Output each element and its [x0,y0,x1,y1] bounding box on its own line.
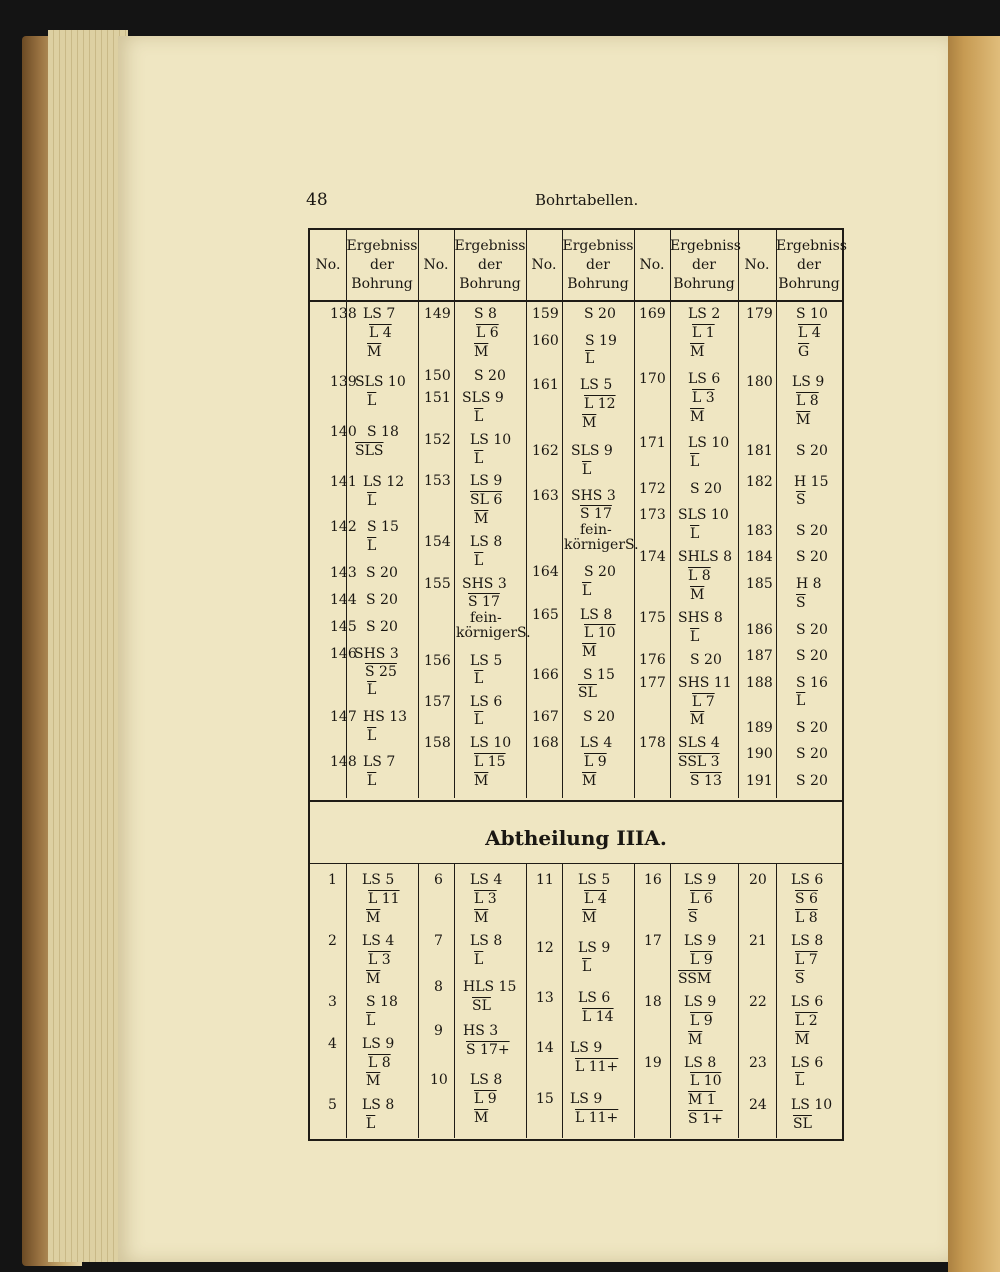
column-divider [454,863,455,1138]
boring-result: S 20 [583,709,615,725]
boring-result: S 17 [468,594,500,610]
right-page-edge [948,36,1000,1272]
boring-number: 23 [749,1055,767,1071]
boring-result: $\overline{M}$ [367,344,382,360]
boring-number: 190 [746,746,773,762]
boring-result: L 7 [692,694,715,710]
boring-number: 177 [639,675,666,691]
boring-result: $\overline{M}$ [690,409,705,425]
boring-result: L 7 [795,952,818,968]
boring-result: LS 8 [791,933,824,949]
boring-number: 147 [330,709,357,725]
boring-result: L 12 [584,396,616,412]
boring-result: $\overline{L}$ [474,451,484,467]
boring-result: LS 10 [688,435,730,451]
boring-number: 19 [644,1055,662,1071]
boring-result: $\overline{L}$ [367,493,377,509]
boring-result: L 3 [692,390,715,406]
boring-number: 142 [330,519,357,535]
boring-result: L 9 [690,952,713,968]
page-number: 48 [306,190,328,210]
boring-number: 10 [430,1072,448,1088]
boring-result: SLS 10 [355,374,406,390]
column-divider [738,230,739,798]
boring-result: H 8 [796,576,822,592]
boring-result: L 11+ [575,1110,619,1126]
boring-number: 176 [639,652,666,668]
boring-number: 171 [639,435,666,451]
boring-result: $\overline{M}$ [366,910,381,926]
boring-number: 143 [330,565,357,581]
boring-result: fein- [470,610,502,626]
boring-number: 11 [536,872,554,888]
boring-result: LS 4 [580,735,613,751]
boring-result: L 9 [474,1091,497,1107]
boring-result: $\overline{SSM}$ [678,971,712,987]
page-stack-edges [48,30,128,1262]
boring-number: 151 [424,390,451,406]
boring-result: S 20 [366,565,398,581]
boring-number: 144 [330,592,357,608]
boring-result: $\overline{L}$ [367,393,377,409]
boring-result: S 15 [367,519,399,535]
boring-result: $\overline{L}$ [582,959,592,975]
boring-result: SHS 3 [462,576,507,592]
boring-number: 166 [532,667,559,683]
boring-result: LS 8 [470,534,503,550]
boring-number: 168 [532,735,559,751]
boring-result: $\overline{L}$ [585,351,595,367]
boring-result: SLS 4 [678,735,720,751]
boring-result: S 20 [584,306,616,322]
boring-result: $\overline{L}$ [366,1116,376,1132]
boring-result: $\overline{M}$ [582,773,597,789]
boring-result: LS 6 [791,994,824,1010]
boring-result: L 11+ [575,1059,619,1075]
boring-result: LS 6 [470,694,503,710]
boring-result: LS 9 [362,1036,395,1052]
boring-number: 156 [424,653,451,669]
boring-result: $\overline{M}$ [582,910,597,926]
boring-number: 164 [532,564,559,580]
boring-number: 189 [746,720,773,736]
boring-result: LS 4 [470,872,503,888]
column-divider [776,230,777,798]
boring-number: 180 [746,374,773,390]
boring-result: $\overline{M}$ [474,910,489,926]
boring-result: körnigerS. [564,537,639,553]
boring-result: S 20 [796,648,828,664]
boring-result: $\overline{M}$ [690,712,705,728]
boring-result: S 16 [796,675,828,691]
column-divider [776,863,777,1138]
boring-result: LS 10 [470,432,512,448]
boring-number: 140 [330,424,357,440]
boring-result: $\overline{L}$ [474,712,484,728]
boring-number: 167 [532,709,559,725]
boring-result: HS 13 [363,709,408,725]
boring-result: LS 6 [791,1055,824,1071]
boring-result: L 10 [690,1073,722,1089]
boring-number: 13 [536,990,554,1006]
boring-number: 185 [746,576,773,592]
column-divider [562,863,563,1138]
boring-number: 145 [330,619,357,635]
boring-result: $\overline{L}$ [367,682,377,698]
column-divider [526,863,527,1138]
boring-number: 161 [532,377,559,393]
boring-number: 186 [746,622,773,638]
boring-result: L 4 [584,891,607,907]
boring-number: 188 [746,675,773,691]
boring-result: LS 9 [684,994,717,1010]
boring-result: LS 8 [684,1055,717,1071]
boring-number: 162 [532,443,559,459]
boring-result: S 15 [583,667,615,683]
boring-result: $\overline{L}$ [795,1073,805,1089]
boring-result: S 17 [580,506,612,522]
boring-result: SL 6 [470,492,503,508]
column-divider [346,863,347,1138]
boring-result: S 20 [366,619,398,635]
column-divider [670,230,671,798]
boring-result: $\overline{L}$ [690,526,700,542]
boring-number: 15 [536,1091,554,1107]
boring-number: 146 [330,646,357,662]
boring-number: 165 [532,607,559,623]
boring-result: L 4 [369,325,392,341]
boring-result: LS 9 [684,872,717,888]
header-no-4: No. [639,257,665,273]
boring-result: L 15 [474,754,506,770]
boring-result: LS 8 [362,1097,395,1113]
section-rule-bottom [310,863,842,864]
boring-number: 1 [328,872,337,888]
boring-number: 9 [434,1023,443,1039]
boring-result: L 8 [795,910,818,926]
boring-result: SHS 3 [571,488,616,504]
boring-result: LS 8 [470,1072,503,1088]
boring-result: LS 5 [362,872,395,888]
column-divider [634,863,635,1138]
boring-result: LS 6 [791,872,824,888]
boring-result: L 10 [584,625,616,641]
boring-result: S 10 [796,306,828,322]
boring-result: $\overline{SLS}$ [355,443,384,459]
boring-number: 182 [746,474,773,490]
boring-number: 191 [746,773,773,789]
column-divider [526,230,527,798]
boring-result: S 20 [474,368,506,384]
boring-result: L 1 [692,325,715,341]
boring-result: LS 9 [578,940,611,956]
boring-result: SSL 3 [678,754,720,770]
boring-result: LS 7 [363,754,396,770]
boring-number: 174 [639,549,666,565]
boring-number: 155 [424,576,451,592]
boring-result: SHS 11 [678,675,732,691]
boring-result: L 8 [688,568,711,584]
section-rule-top [310,800,842,802]
boring-result: L 2 [795,1013,818,1029]
boring-result: LS 9 [570,1040,603,1056]
boring-result: SHLS 8 [678,549,733,565]
boring-result: S 20 [796,622,828,638]
boring-number: 175 [639,610,666,626]
boring-result: $\overline{M}$ [474,511,489,527]
column-divider [562,230,563,798]
boring-result: $\overline{M}$ [582,415,597,431]
boring-number: 158 [424,735,451,751]
boring-result: $\overline{M}$ [690,344,705,360]
boring-result: $\overline{S}$ [796,595,806,611]
boring-result: L 9 [690,1013,713,1029]
boring-result: körnigerS. [456,625,531,641]
boring-result: S 13 [690,773,722,789]
column-divider [738,863,739,1138]
boring-number: 141 [330,474,357,490]
boring-number: 169 [639,306,666,322]
boring-result: $\overline{L}$ [474,952,484,968]
boring-result: LS 5 [470,653,503,669]
boring-result: LS 5 [580,377,613,393]
boring-number: 149 [424,306,451,322]
boring-number: 187 [746,648,773,664]
header-no-5: No. [744,257,770,273]
column-divider [454,230,455,798]
boring-number: 184 [746,549,773,565]
boring-result: S 8 [474,306,497,322]
boring-number: 170 [639,371,666,387]
header-result-5: Ergebniss der Bohrung [776,238,847,292]
boring-result: LS 8 [580,607,613,623]
header-rule [310,300,842,302]
boring-result: S 20 [690,481,722,497]
boring-result: L 3 [368,952,391,968]
boring-number: 6 [434,872,443,888]
boring-result: SLS 9 [462,390,504,406]
boring-result: L 9 [584,754,607,770]
boring-result: LS 6 [688,371,721,387]
boring-result: $\overline{L}$ [582,462,592,478]
boring-result: $\overline{SL}$ [793,1116,812,1132]
boring-result: $\overline{L}$ [474,409,484,425]
boring-number: 159 [532,306,559,322]
boring-result: LS 5 [578,872,611,888]
column-divider [670,863,671,1138]
boring-result: LS 6 [578,990,611,1006]
boring-result: $\overline{M}$ [474,1110,489,1126]
boring-result: $\overline{S}$ [795,971,805,987]
column-divider [634,230,635,798]
boring-result: L 14 [582,1009,614,1025]
boring-result: $\overline{L}$ [582,583,592,599]
boring-result: S 18 [367,424,399,440]
boring-result: LS 10 [470,735,512,751]
boring-number: 21 [749,933,767,949]
boring-result: SLS 9 [571,443,613,459]
boring-result: S 1+ [688,1111,723,1127]
boring-result: $\overline{M}$ [474,344,489,360]
boring-result: $\overline{M}$ [690,587,705,603]
boring-result: S 20 [796,720,828,736]
boring-result: S 17+ [466,1042,510,1058]
boring-result: L 6 [690,891,713,907]
boring-number: 173 [639,507,666,523]
boring-result: LS 12 [363,474,405,490]
boring-number: 138 [330,306,357,322]
boring-result: S 20 [796,773,828,789]
boring-result: $\overline{S}$ [688,910,698,926]
running-header: Bohrtabellen. [535,191,639,209]
boring-number: 154 [424,534,451,550]
boring-result: LS 9 [684,933,717,949]
boring-number: 16 [644,872,662,888]
boring-result: SLS 10 [678,507,729,523]
boring-result: $\overline{L}$ [690,629,700,645]
boring-result: LS 9 [470,473,503,489]
boring-number: 139 [330,374,357,390]
boring-number: 3 [328,994,337,1010]
boring-result: LS 4 [362,933,395,949]
boring-number: 148 [330,754,357,770]
boring-result: $\overline{M}$ [795,1032,810,1048]
boring-number: 4 [328,1036,337,1052]
boring-number: 12 [536,940,554,956]
boring-number: 152 [424,432,451,448]
boring-number: 150 [424,368,451,384]
boring-result: S 20 [584,564,616,580]
boring-result: $\overline{S}$ [796,492,806,508]
column-divider [418,230,419,798]
boring-result: S 19 [585,333,617,349]
boring-result: $\overline{L}$ [474,553,484,569]
header-result-3: Ergebniss der Bohrung [562,238,634,292]
boring-result: $\overline{SL}$ [472,998,491,1014]
boring-result: LS 9 [570,1091,603,1107]
boring-result: LS 10 [791,1097,833,1113]
boring-result: S 20 [796,443,828,459]
boring-result: S 20 [690,652,722,668]
boring-number: 157 [424,694,451,710]
boring-result: $\overline{M}$ [366,1073,381,1089]
boring-number: 5 [328,1097,337,1113]
boring-result: S 20 [796,746,828,762]
boring-result: $\overline{M}$ [366,971,381,987]
boring-result: $\overline{L}$ [367,728,377,744]
header-no-3: No. [531,257,557,273]
boring-result: M 1 [688,1092,716,1108]
boring-number: 183 [746,523,773,539]
boring-number: 7 [434,933,443,949]
boring-result: L 6 [476,325,499,341]
boring-number: 8 [434,979,443,995]
boring-result: S 20 [796,549,828,565]
boring-result: $\overline{L}$ [366,1013,376,1029]
boring-result: SHS 3 [354,646,399,662]
boring-number: 17 [644,933,662,949]
header-result-4: Ergebniss der Bohrung [670,238,741,292]
boring-result: HS 3 [463,1023,499,1039]
boring-result: $\overline{L}$ [367,538,377,554]
boring-result: $\overline{L}$ [796,693,806,709]
boring-number: 160 [532,333,559,349]
boring-result: $\overline{M}$ [688,1032,703,1048]
boring-result: $\overline{M}$ [474,773,489,789]
boring-result: $\overline{L}$ [367,773,377,789]
boring-result: S 25 [365,664,397,680]
boring-result: $\overline{L}$ [690,454,700,470]
boring-number: 172 [639,481,666,497]
boring-result: LS 8 [470,933,503,949]
boring-result: $\overline{M}$ [582,644,597,660]
boring-result: $\overline{SL}$ [578,685,597,701]
boring-result: $\overline{L}$ [474,671,484,687]
boring-result: S 20 [366,592,398,608]
boring-number: 18 [644,994,662,1010]
boring-number: 22 [749,994,767,1010]
boring-result: $\overline{M}$ [796,412,811,428]
boring-result: S 6 [795,891,818,907]
boring-number: 2 [328,933,337,949]
boring-result: fein- [580,522,612,538]
boring-result: H 15 [794,474,829,490]
header-no-2: No. [423,257,449,273]
boring-result: SHS 8 [678,610,723,626]
boring-number: 20 [749,872,767,888]
boring-result: L 3 [474,891,497,907]
boring-number: 14 [536,1040,554,1056]
header-result-1: Ergebniss der Bohrung [346,238,418,292]
boring-result: L 11 [368,891,400,907]
header-result-2: Ergebniss der Bohrung [454,238,526,292]
boring-result: S 18 [366,994,398,1010]
boring-result: $\overline{G}$ [798,344,810,360]
boring-result: L 8 [368,1055,391,1071]
boring-result: S 20 [796,523,828,539]
boring-result: LS 9 [792,374,825,390]
header-no-1: No. [315,257,341,273]
boring-number: 181 [746,443,773,459]
boring-result: HLS 15 [463,979,517,995]
boring-number: 178 [639,735,666,751]
section-title: Abtheilung IIIA. [485,826,667,850]
boring-number: 163 [532,488,559,504]
boring-result: LS 7 [363,306,396,322]
boring-number: 153 [424,473,451,489]
boring-result: L 8 [796,393,819,409]
boring-number: 179 [746,306,773,322]
column-divider [418,863,419,1138]
boring-number: 24 [749,1097,767,1113]
boring-result: L 4 [798,325,821,341]
boring-result: LS 2 [688,306,721,322]
